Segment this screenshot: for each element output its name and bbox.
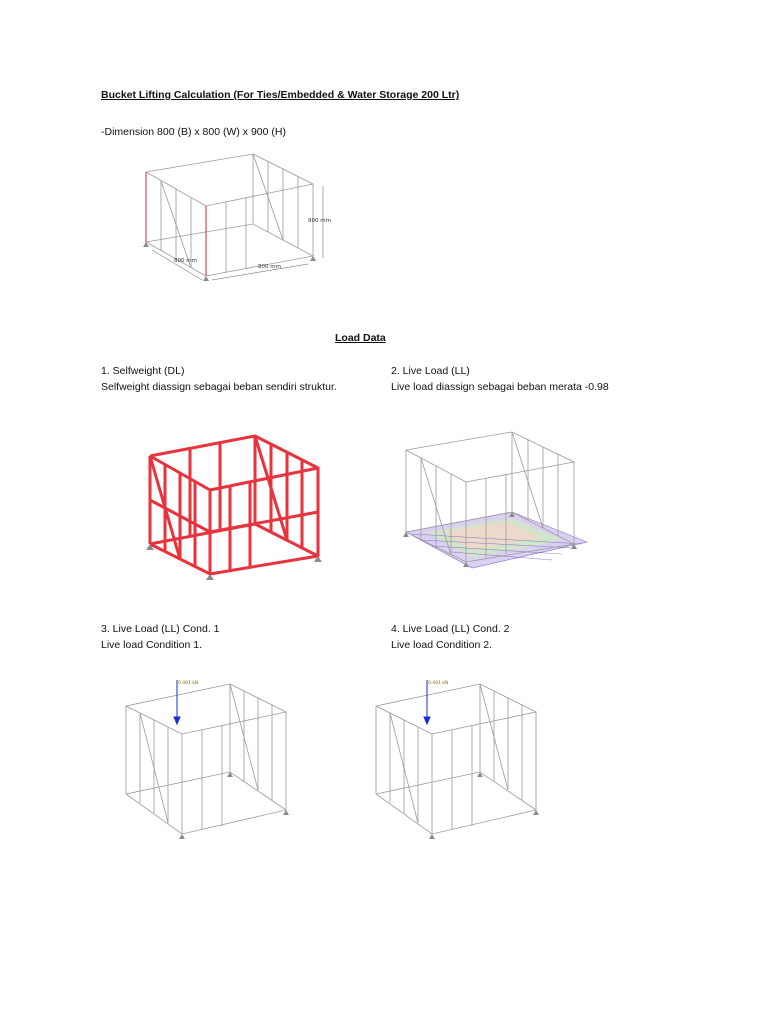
- load-1-heading: 1. Selfweight (DL): [101, 365, 185, 377]
- load-2-description: Live load diassign sebagai beban merata -0.98: [391, 381, 609, 393]
- load-4-description: Live load Condition 2.: [391, 639, 492, 651]
- point-load-label-cond-1: 0.491 kN: [178, 681, 199, 686]
- dimension-text: -Dimension 800 (B) x 800 (W) x 900 (H): [101, 126, 286, 138]
- live-load-cond-2-figure: [370, 670, 550, 842]
- width-dimension-label-right: 800 mm: [258, 264, 281, 270]
- selfweight-figure: [140, 426, 325, 582]
- load-3-description: Live load Condition 1.: [101, 639, 202, 651]
- load-4-heading: 4. Live Load (LL) Cond. 2: [391, 623, 510, 635]
- height-dimension-label: 900 mm: [308, 218, 331, 224]
- load-2-heading: 2. Live Load (LL): [391, 365, 470, 377]
- live-load-figure: [402, 428, 597, 576]
- load-3-heading: 3. Live Load (LL) Cond. 1: [101, 623, 220, 635]
- frame-dimension-figure: [138, 146, 343, 282]
- load-1-description: Selfweight diassign sebagai beban sendiri struktur.: [101, 381, 337, 393]
- document-title: Bucket Lifting Calculation (For Ties/Embedded & Water Storage 200 Ltr): [101, 89, 460, 101]
- section-title: Load Data: [335, 332, 386, 344]
- live-load-cond-1-figure: [120, 670, 300, 842]
- point-load-label-cond-2: 0.491 kN: [428, 681, 449, 686]
- width-dimension-label-left: 800 mm: [174, 258, 197, 264]
